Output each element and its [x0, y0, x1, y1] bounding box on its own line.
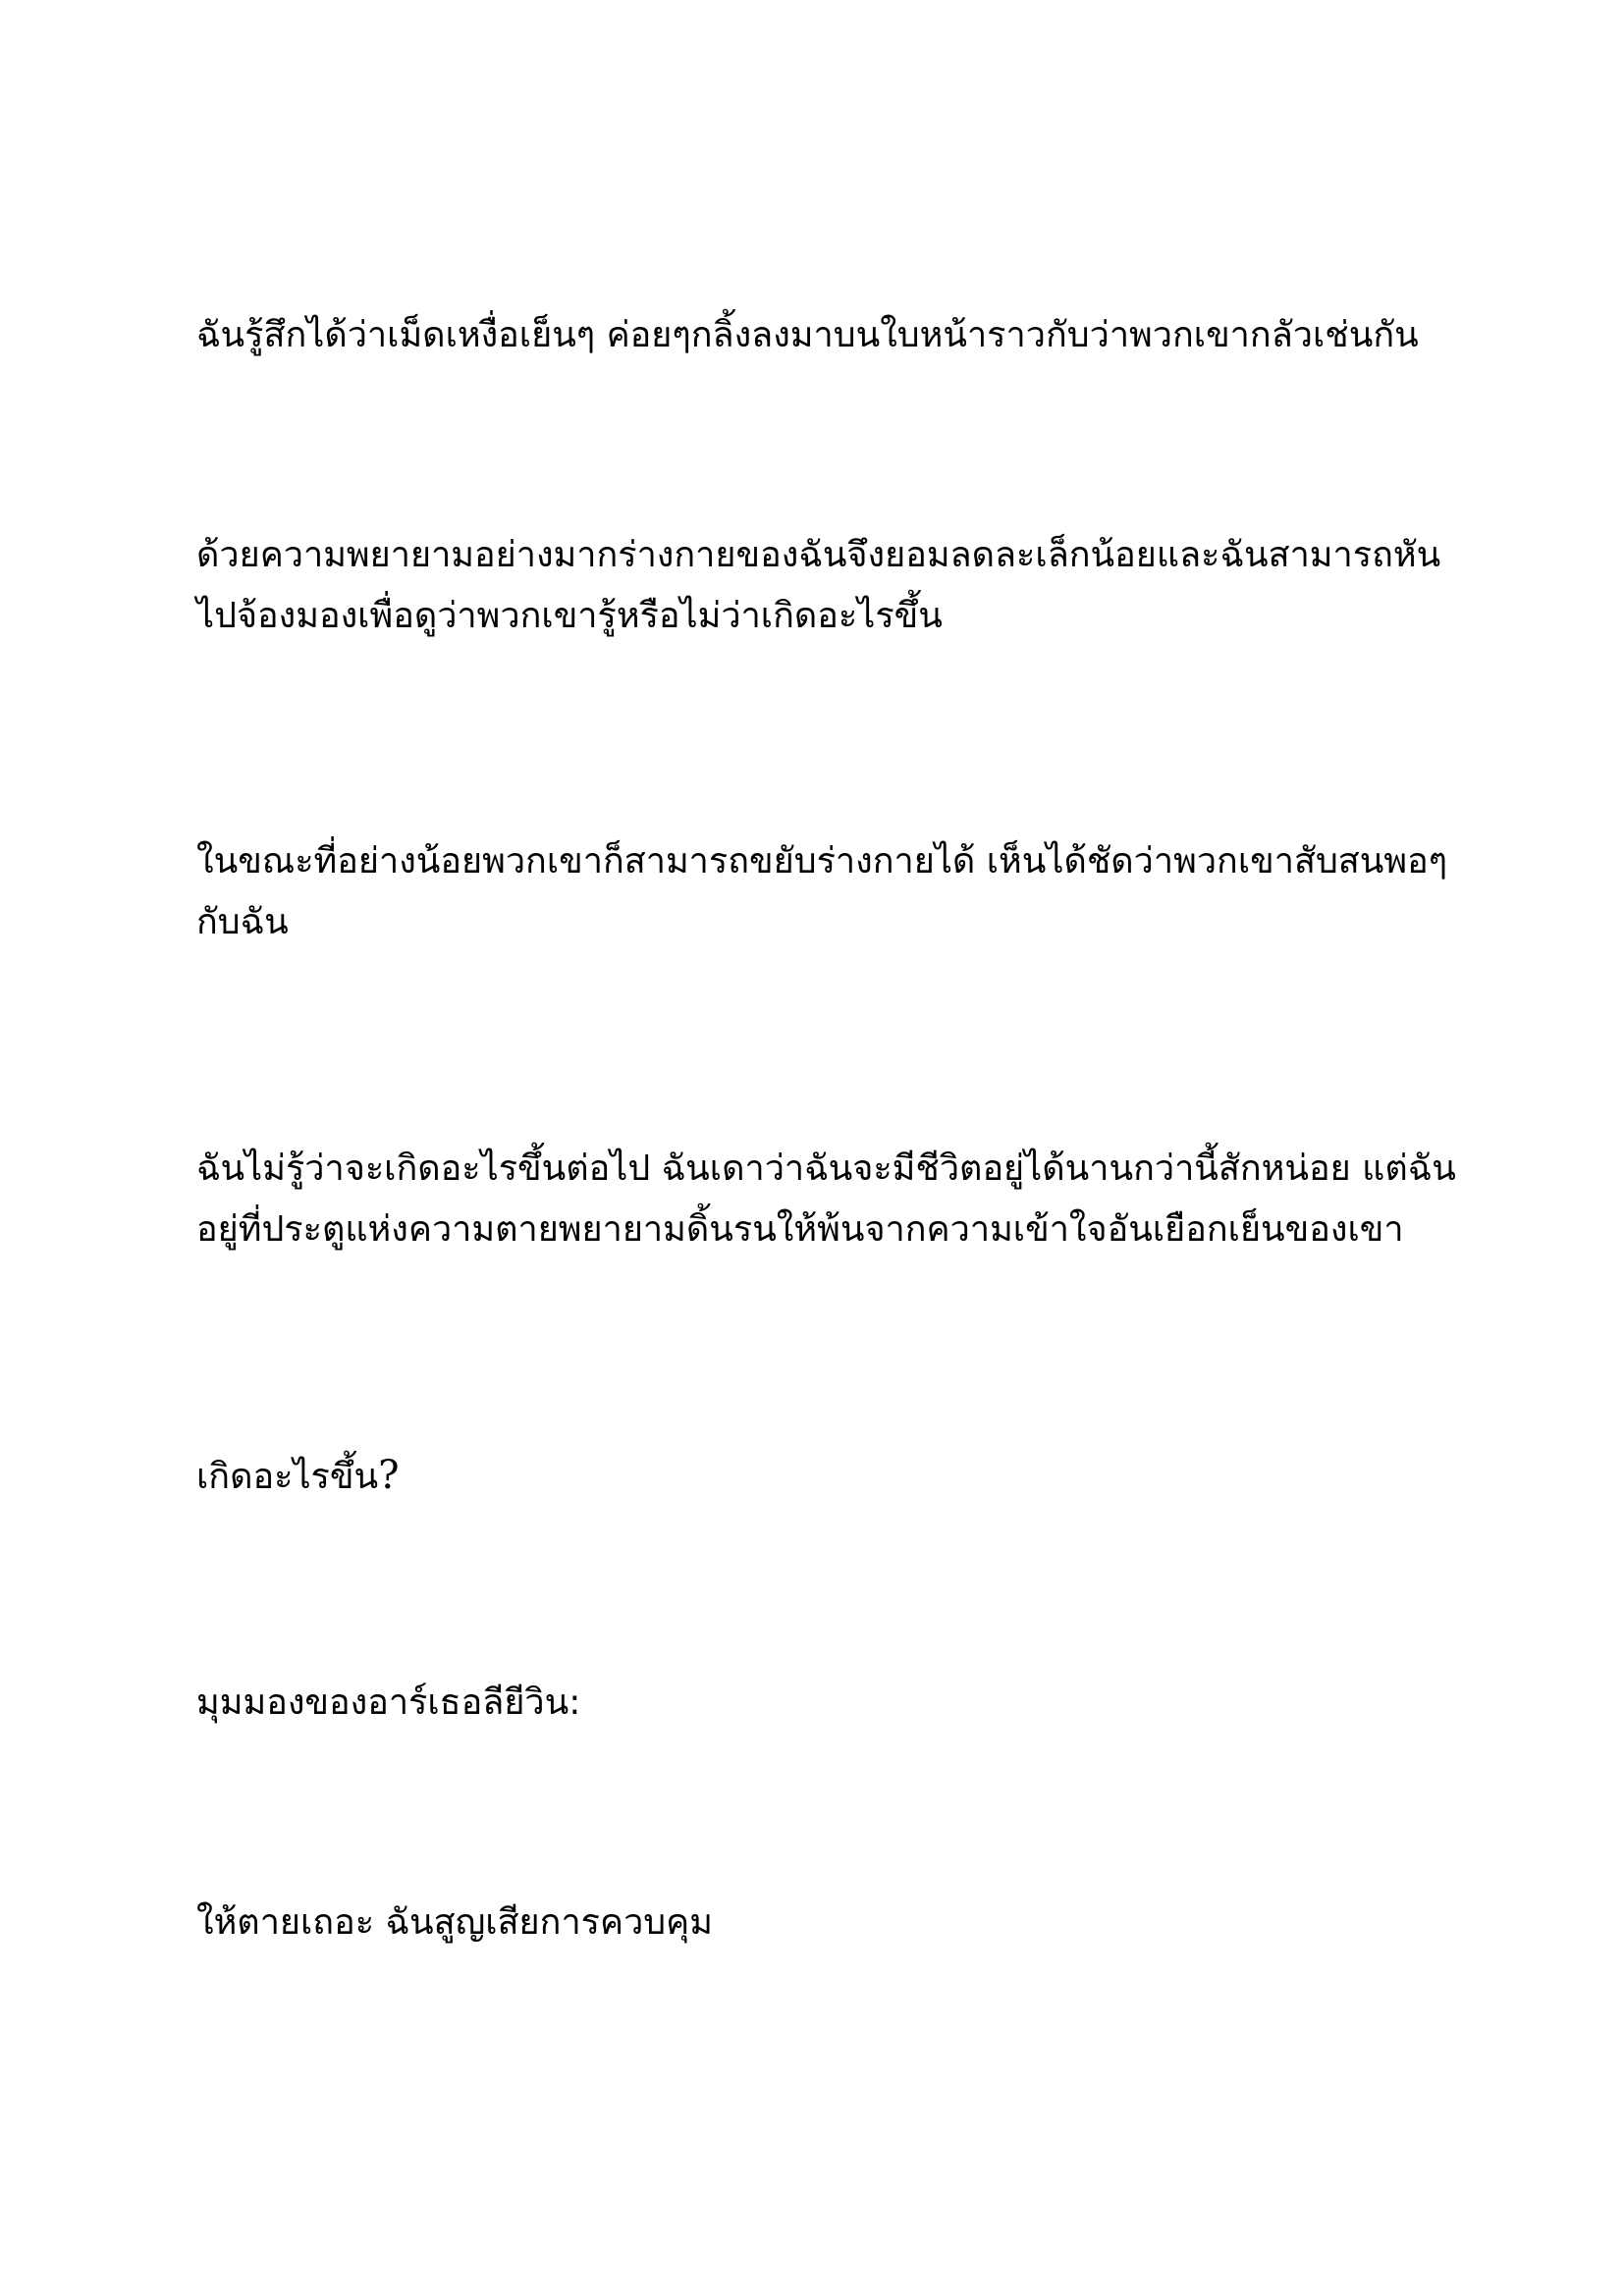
paragraph-3: [196, 831, 1453, 953]
paragraph-6-line-1: มุมมองของอาร์เธอลียีวิน:: [196, 1682, 581, 1723]
paragraph-7: [196, 1893, 1453, 1953]
paragraph-3-line-1: ในขณะที่อย่างน้อยพวกเขาก็สามารถขยับร่างกายได้ เห็นได้ชัดว่าพวกเขาสับสนพอๆ: [196, 841, 1448, 881]
paragraph-2-line-2: ไปจ้องมองเพื่อดูว่าพวกเขารู้หรือไม่ว่าเกิดอะไรขึ้น: [196, 596, 943, 636]
question-mark: ?: [378, 1453, 400, 1498]
paragraph-3-line-2: กับฉัน: [196, 902, 289, 942]
paragraph-5: [196, 1445, 1453, 1508]
paragraph-1-line-1: ฉันรู้สึกได้ว่าเม็ดเหงื่อเย็นๆ ค่อยๆกลิ้งลงมาบนใบหน้าราวกับว่าพวกเขากลัวเช่นกัน: [196, 315, 1419, 355]
paragraph-4-line-2: อยู่ที่ประตูแห่งความตายพยายามดิ้นรนให้พ้นจากความเข้าใจอันเยือกเย็นของเขา: [196, 1209, 1404, 1250]
paragraph-2-line-1: ด้วยความพยายามอย่างมากร่างกายของฉันจึงยอมลดละเล็กน้อยและฉันสามารถหัน: [196, 535, 1441, 575]
paragraph-7-line-1: ให้ตายเถอะ ฉันสูญเสียการควบคุม: [196, 1902, 713, 1943]
paragraph-4: [196, 1139, 1456, 1260]
paragraph-6: [196, 1673, 1453, 1734]
paragraph-4-line-1: ฉันไม่รู้ว่าจะเกิดอะไรขึ้นต่อไป ฉันเดาว่าฉันจะมีชีวิตอยู่ได้นานกว่านี้สักหน่อย แต่ฉัน: [196, 1148, 1456, 1189]
paragraph-1: [196, 305, 1453, 366]
paragraph-5-text: เกิดอะไรขึ้น: [196, 1457, 379, 1497]
paragraph-2: [196, 525, 1453, 647]
